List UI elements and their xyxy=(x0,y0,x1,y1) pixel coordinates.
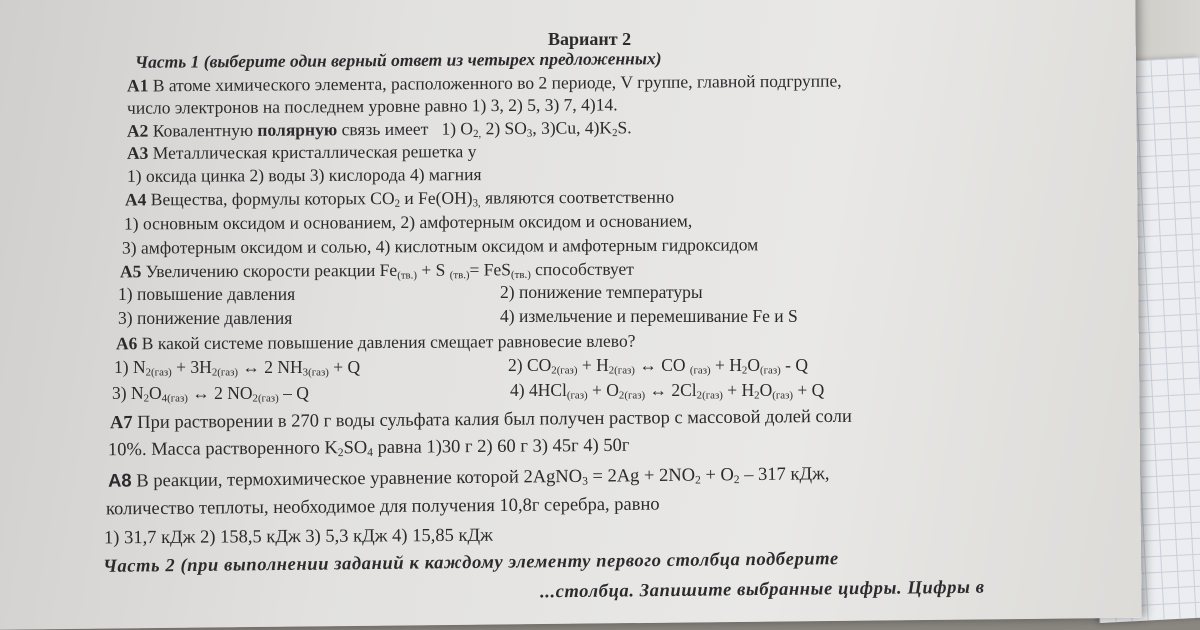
a5-text1: Увеличению скорости реакции Fe xyxy=(145,259,398,282)
question-a3 xyxy=(127,141,477,163)
a8-l1-t4: – 317 кДж, xyxy=(739,464,830,486)
eq4-s1: (газ) xyxy=(566,389,588,402)
eq2-s5: (газ) xyxy=(759,364,781,377)
question-a7-label: А7 xyxy=(109,413,133,434)
eq1-s2: 2(газ) xyxy=(211,366,239,379)
eq4-t4: + H xyxy=(722,380,755,400)
question-a4-options-line1: 1) основным оксидом и основанием, 2) амфотерным оксидом и основанием, xyxy=(123,210,693,234)
a7-l2-t3: равна 1)30 г 2) 60 г 3) 45г 4) 50г xyxy=(372,435,630,458)
question-a2 xyxy=(127,117,632,141)
eq3-s3: 2(газ) xyxy=(252,392,279,405)
eq1-s3: 3(газ) xyxy=(302,366,329,379)
a4-text1: Вещества, формулы которых CO xyxy=(150,188,395,210)
question-a4-label: А4 xyxy=(124,189,147,210)
question-a3-text: Металлическая кристаллическая решетка у xyxy=(152,141,477,163)
a2-option1: 1) O xyxy=(441,118,474,139)
eq4-t2: + O xyxy=(587,380,619,400)
a4-text3: являются соответственно xyxy=(480,186,675,208)
a2-option4-tail: S. xyxy=(617,117,632,138)
question-a4 xyxy=(125,187,674,210)
a7-l2-s2: 4 xyxy=(367,446,374,459)
eq2-s4: 2 xyxy=(741,364,748,377)
question-a7-line1 xyxy=(110,407,852,433)
part2-header: Часть 2 (при выполнении заданий к каждому элементу первого столбца подберите xyxy=(102,549,839,577)
question-a1-text2: число электронов на последнем уровне равно xyxy=(126,95,468,118)
question-a5-label: А5 xyxy=(119,261,142,282)
question-a8-line2: количество теплоты, необходимое для получения 10,8г серебра, равно xyxy=(105,494,660,520)
a6-equation4 xyxy=(510,380,824,400)
part2-header-cut: ...столбца. Запишите выбранные цифры. Цифры в xyxy=(539,577,985,603)
question-a2-text-before: Ковалентную xyxy=(152,119,254,141)
question-a1-options: 1) 3, 2) 5, 3) 7, 4)14. xyxy=(471,94,618,116)
a4-sub2: 3, xyxy=(472,197,481,210)
eq4-s5: (газ) xyxy=(772,389,793,402)
eq3-t4: – Q xyxy=(278,383,309,403)
eq4-t5: O xyxy=(759,380,773,400)
a5-option2: 2) понижение температуры xyxy=(500,282,703,302)
eq2-t1: 2) CO xyxy=(508,355,552,375)
question-a1-line2 xyxy=(127,94,618,117)
a5-text3: = FeS xyxy=(469,259,512,280)
eq1-t1: 1) N xyxy=(114,357,146,377)
eq3-t1: 3) N xyxy=(112,383,144,403)
eq3-s2: 4(газ) xyxy=(161,392,188,405)
a8-l1-t1: В реакции, термохимическое уравнение которой 2AgNO xyxy=(136,466,583,492)
a7-l2-s1: 2 xyxy=(337,447,344,460)
a5-option4: 4) измельчение и перемешивание Fe и S xyxy=(500,306,798,326)
eq1-t2: + 3H xyxy=(171,357,212,377)
a2-option1-sub: 2, xyxy=(473,127,482,141)
a5-text4: способствует xyxy=(530,258,634,280)
a7-l2-t1: 10%. Масса растворенного K xyxy=(107,438,338,461)
a5-text2: + S xyxy=(416,259,450,280)
question-a1-text: В атоме химического элемента, расположенного во 2 периоде, V группе, главной подгруппе, xyxy=(152,70,842,96)
question-a6-text: В какой системе повышение давления смещает равновесие влево? xyxy=(141,330,636,354)
a8-l1-t3: + O xyxy=(700,465,734,486)
question-a1-label: А1 xyxy=(126,75,149,96)
a4-text2: и Fe(OH) xyxy=(399,187,473,208)
variant-title: Вариант 2 xyxy=(548,29,632,49)
eq1-s1: 2(газ) xyxy=(145,366,172,379)
a2-option4-sub: 2 xyxy=(612,127,618,140)
eq2-t5: O xyxy=(747,355,760,375)
a8-l1-s2: 2 xyxy=(695,474,701,487)
question-a1-line1 xyxy=(127,71,842,96)
eq4-s3: 2(газ) xyxy=(696,389,723,402)
question-a3-options: 1) оксида цинка 2) воды 3) кислорода 4) магния xyxy=(126,164,482,186)
eq3-t2: O xyxy=(149,383,162,403)
a5-sub1: (тв.) xyxy=(397,269,418,282)
question-a2-text-after: связь имеет xyxy=(341,118,429,140)
question-a6 xyxy=(116,331,636,354)
eq1-t3: ↔ 2 NH xyxy=(238,357,303,377)
eq2-s2: 2(газ) xyxy=(608,364,635,377)
a6-equation3 xyxy=(112,383,309,403)
eq3-s1: 2 xyxy=(143,392,150,405)
a4-sub1: 2 xyxy=(394,197,401,210)
eq4-s4: 2 xyxy=(754,389,760,402)
eq4-s2: 2(газ) xyxy=(618,389,646,402)
a5-sub2: (тв.) xyxy=(449,269,470,282)
question-a2-label: А2 xyxy=(126,120,149,141)
eq4-t1: 4) 4HCl xyxy=(510,380,567,400)
eq1-t4: + Q xyxy=(328,357,361,377)
question-a6-label: А6 xyxy=(115,333,138,354)
eq3-t3: ↔ 2 NO xyxy=(187,383,253,403)
part1-header: Часть 1 (выберите один верный ответ из четырех предложенных) xyxy=(134,48,662,72)
a8-l1-t2: = 2Ag + 2NO xyxy=(587,465,696,487)
eq2-t2: + H xyxy=(577,355,609,375)
a5-option3: 3) понижение давления xyxy=(118,308,293,328)
a5-option1: 1) повышение давления xyxy=(118,284,296,304)
a2-option2: 2) SO xyxy=(485,117,527,139)
eq2-s1: 2(газ) xyxy=(551,364,578,377)
eq4-t6: + Q xyxy=(792,380,825,400)
a6-equation1 xyxy=(114,357,360,377)
question-a8-line1 xyxy=(108,463,830,492)
question-a3-label: А3 xyxy=(126,142,149,163)
a8-l1-s1: 3 xyxy=(582,475,588,488)
a7-l2-t2: SO xyxy=(343,438,368,459)
a2-option3: , 3)Cu, 4)K xyxy=(532,117,613,138)
question-a4-options-line2: 3) амфотерным оксидом и солью, 4) кислотным оксидом и амфотерным гидроксидом xyxy=(121,234,759,258)
eq2-s3: (газ) xyxy=(689,364,711,377)
question-a7-text: При растворении в 270 г воды сульфата калия был получен раствор с массовой долей соли xyxy=(137,406,852,433)
question-a5 xyxy=(120,259,634,282)
eq2-t3: ↔ CO xyxy=(634,355,690,375)
question-a8-label: А8 xyxy=(107,469,132,491)
question-a8-options: 1) 31,7 кДж 2) 158,5 кДж 3) 5,3 кДж 4) 15,85 кДж xyxy=(103,525,493,549)
question-a2-bold-word: полярную xyxy=(257,119,338,140)
a5-sub3: (тв.) xyxy=(510,268,531,282)
eq4-t3: ↔ 2Cl xyxy=(645,380,697,400)
a2-option2-sub: 3 xyxy=(526,127,533,140)
eq2-t6: - Q xyxy=(780,355,808,375)
a8-l1-s3: 2 xyxy=(733,474,740,487)
question-a7-line2 xyxy=(108,436,630,461)
a6-equation2 xyxy=(508,355,808,375)
eq2-t4: + H xyxy=(710,355,742,375)
